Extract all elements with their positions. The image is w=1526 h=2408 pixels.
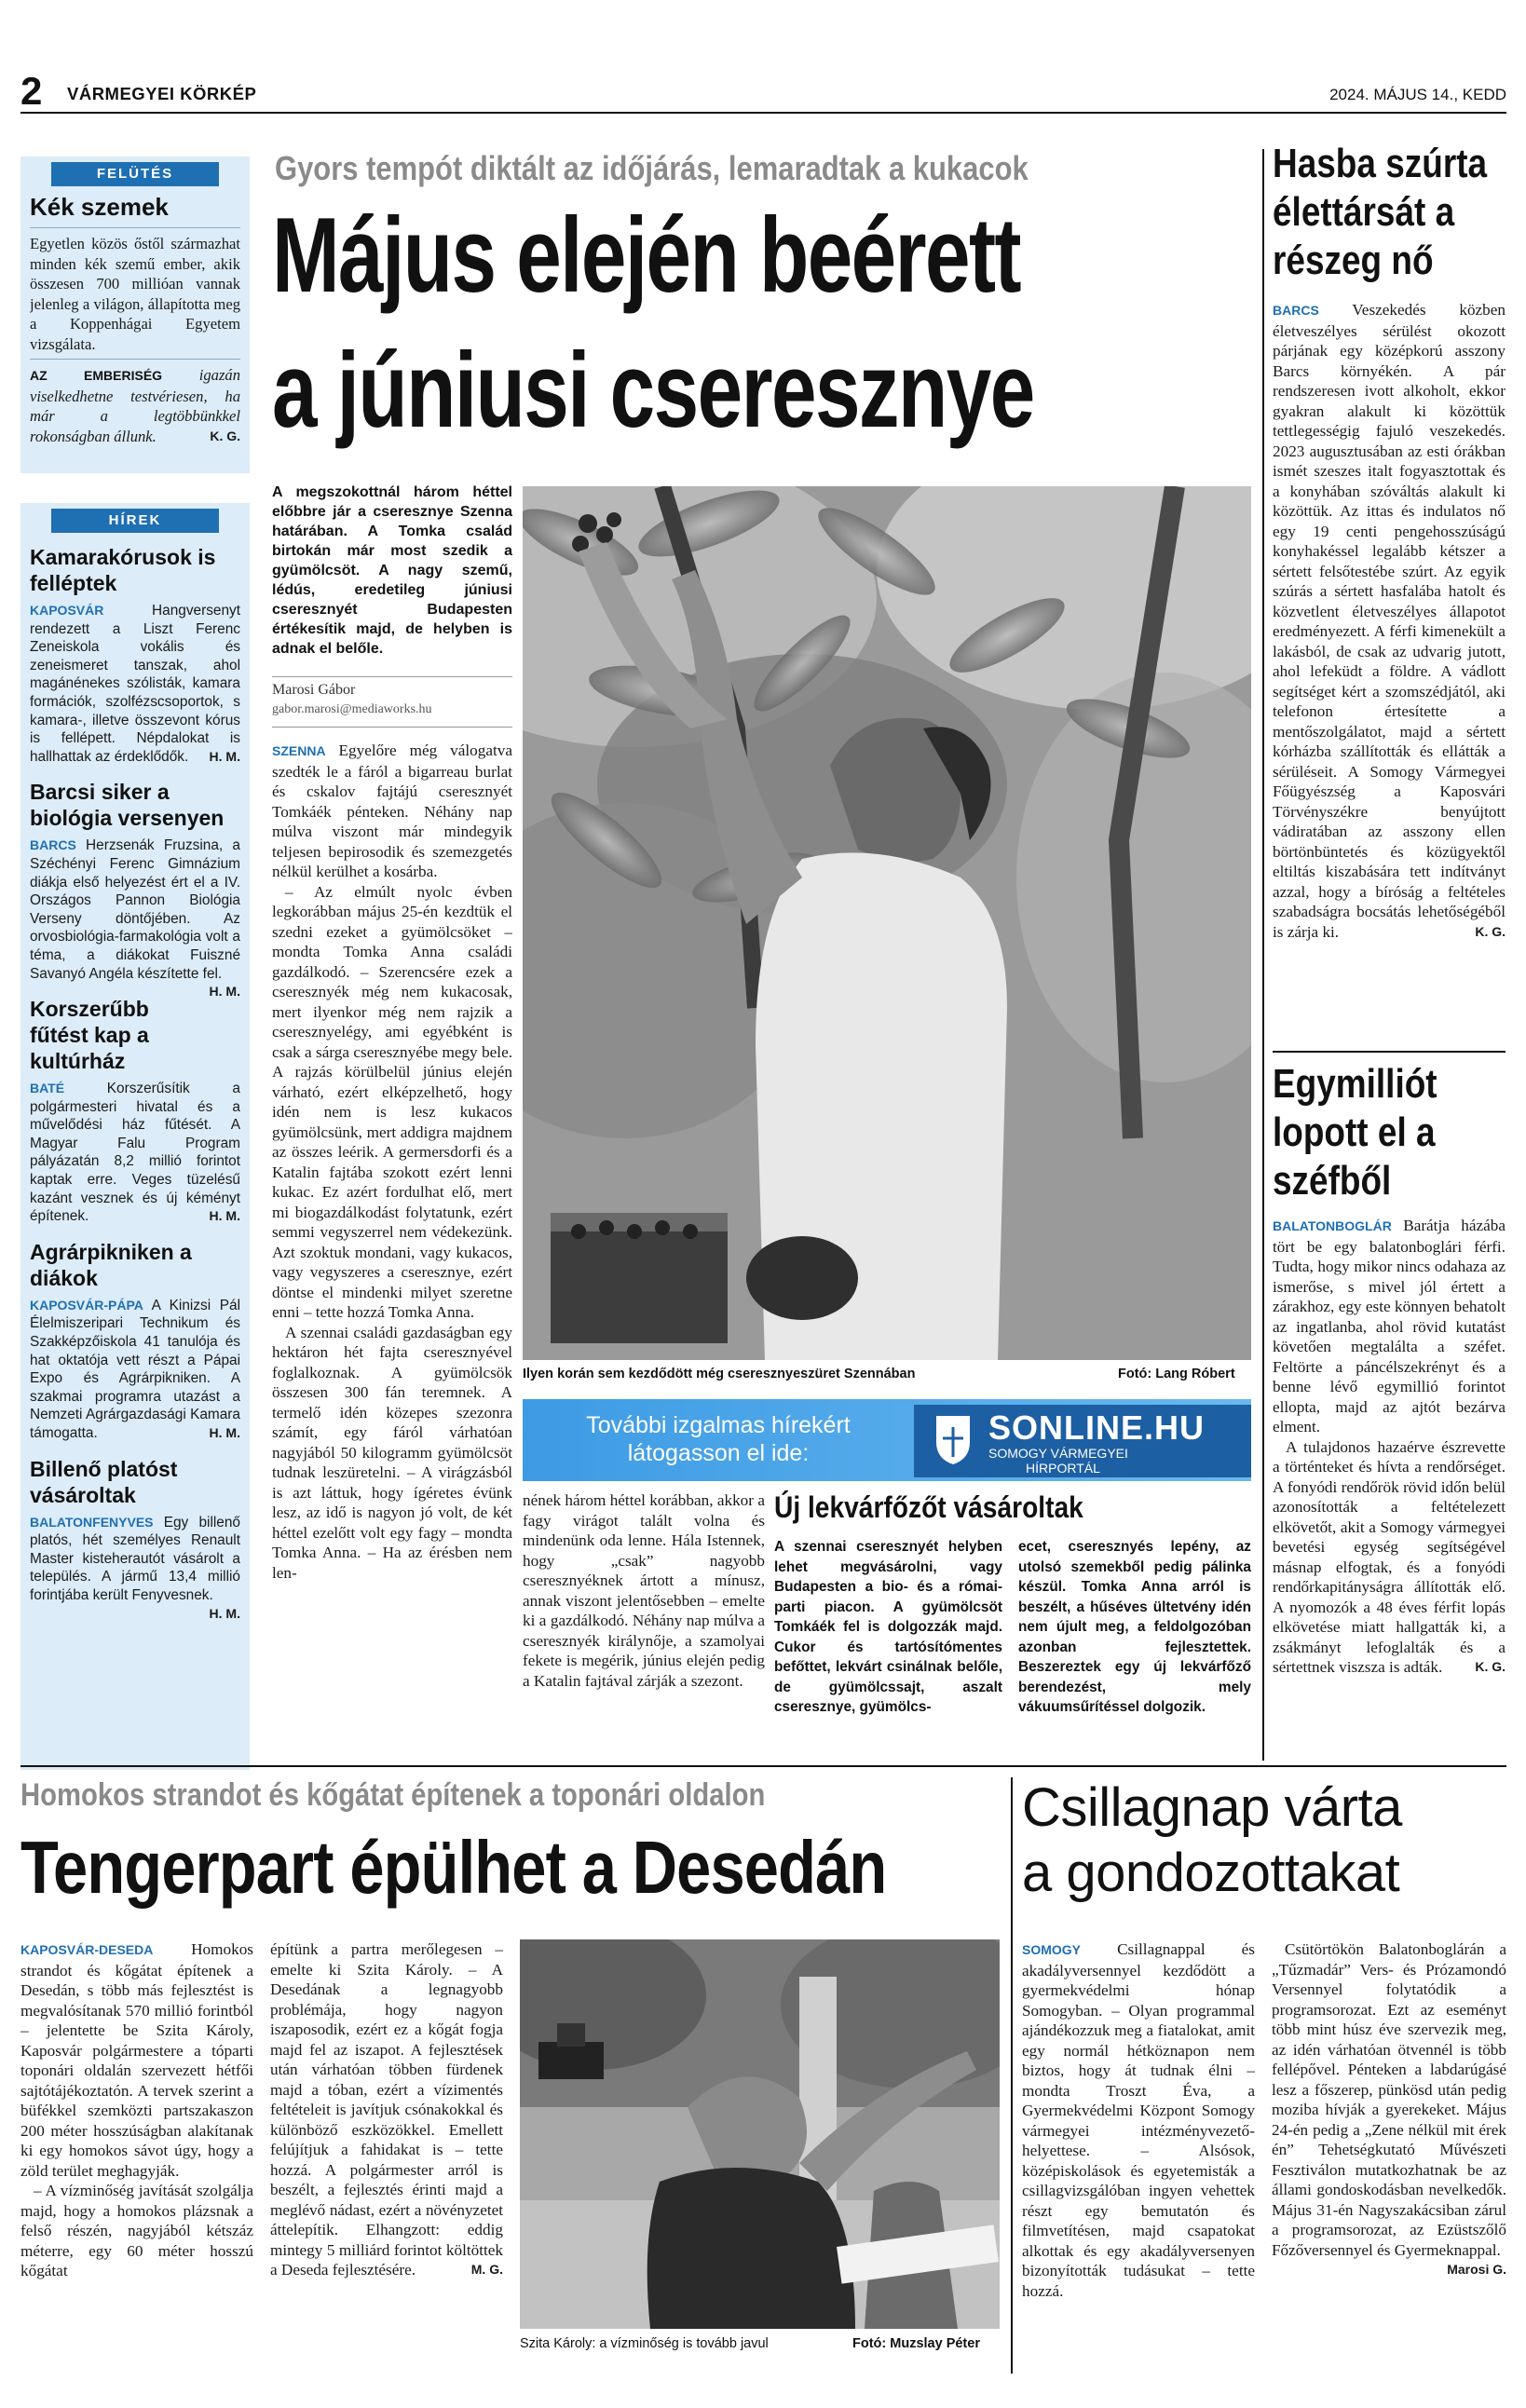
sidebar-felutes [20,156,250,473]
main-photo-caption: Ilyen korán sem kezdődött még cseresznyeszüret Szennában [523,1367,916,1381]
news-item-title: Billenő platóst vásároltak [30,1456,178,1507]
news-item [30,779,240,1000]
cherry-harvest-photo [523,486,1251,1360]
news-item-text: BALATONFENYVES Egy billenő platós, hét személyes Renault Master kisteherautót vásárolt a település. A jármű 13,4 millió forintjába került Fenyvesnek. H. M. [30,1514,240,1621]
main-body-col1: SZENNA Egyelőre még válogatva szedték le a fáról a bigarreau burlat és cskalov fajtájú cseresznyét Tomkáék pénteken. Néhány nap múlva viszont már mindegyik teljesen bepirosodik és szemezgetés nélkül kerülhet a kosárba. – Az elmúlt nyolc évben legkorábban május 25-én kezdtük el szedni ezeket a gyümölcsöket – mondta Tomka Anna családi gazdálkodó. – Szerencsére ezek a cseresznyék még nem kukacosak, mert ilyenkor még nem rajzik a cseresznyelégy, ami egyébként is csak a sárga cseresznyébe megy bele. A rajzás körülbelül június elején várható, ezért elképzelhető, hogy idén nem is lesz kukacos gyümölcsünk, mert addigra majdnem az összes leérik. A germersdorfi és a Katalin fajtába szokott ezért lenni kukac. Ez azért fordulhat elő, mert mi biogazdálkodást folytatunk, ezért semmi vegyszerrel nem védekezünk. Azt szoktuk mondani, vagy kukacos, vagy vegyszeres a cseresznye, ezért döntse el mindenki milyet szeretne enni – tette hozzá Tomka Anna. A szennai családi gazdaságban egy hektáron hét fajta cseresznyével foglalkoznak. A gyümölcsök összesen 300 fán teremnek. A termelő idén közepes szezonra számít, egy fáról várhatóan nagyjából 50 kilogramm gyümölcsöt tudnak leszüretelni. – A virágzásból is azt láttuk, hogy ígéretes évünk lesz, az idő is nagyon jó volt, de két héttel ezelőtt volt egy fagy – mondta Tomka Anna. – Ha az érésben nem len- [272,741,512,1582]
main-photo-credit: Fotó: Lang Róbert [1118,1367,1235,1381]
right-a1-title: Hasba szúrta élettársát a részeg nő [1273,141,1488,283]
felutes-comment: AZ EMBERISÉG igazán viselkedhetne testvériesen, ha már a legtöbbünkkel rokonságban állunk. K. G. [30,366,240,445]
news-item-title: Korszerűbb fűtést kap a kultúrház [30,997,149,1074]
right-a1-text: BARCS Veszekedés közben életveszélyes sérülést okozott párjának egy középkorú asszony Barcs környékén. A pár rendszeresen ivott alkoholt, ekkor gyakran alakult ki közöttük tettlegességig fajuló veszekedés. 2023 augusztusában az esti órákban ismét szeszes italt fogyasztottak és a konyhában szóváltás alakult ki közöttük. Az ittas és indulatos nő egy 19 centi pengehosszúságú konyhakéssel legalább kétszer a sértett felsőtestébe szúrt. Az egyik szúrás a sértett hasfalába hatolt és közvetlent életveszélyes állapotot eredményezett. A férfi kimenekült a lakásból, de csak az udvarig jutott, ahol lefeküdt a földre. A vádlott segítséget kért a szomszédjától, aki telefonon értesítette a mentőszolgálatot, majd a sértett kórházba szállították és ellátták a sérüléseit. A Somogy Vármegyei Főügyészség a Kaposvári Törvényszékre benyújtott vádiratában az asszony ellen börtönbüntetés és közügyektől eltiltás kiszabására tett indítványt azzal, hogy a bíróság a feltételes szabadságra bocsátás lehetőségéből is zárja ki. K. G. [1273,301,1506,941]
main-kicker: Gyors tempót diktált az időjárás, lemaradtak a kukacok [275,149,1029,187]
main-email: gabor.marosi@mediaworks.hu [272,702,432,716]
news-item-title: Kamarakórusok is felléptek [30,545,216,595]
felutes-title: Kék szemek [30,193,169,221]
news-item-title: Barcsi siker a biológia versenyen [30,780,225,831]
page-number: 2 [20,69,43,113]
bottom-col2: építünk a partra merőlegesen – emelte ki Szita Károly. – A Desedának a legnagyobb problémája, hogy nagyon iszaposodik, ezért ez a kőgát fogja majd fel az iszapot. A fejlesztések után várhatóan többen fürdenek majd a tóban, ezért a vízimentés feltételeit is javítjuk csónakokkal és különböző eszközökkel. Emellett felújítjuk a fahidakat is – tette hozzá. A polgármester arról is beszélt, a fejlesztés érinti majd a meglévő nádast, ezért a növényzetet áttelepítik. Elhangzott: eddig mintegy 5 milliárd forintot költöttek a Deseda fejlesztésére. M. G. [270,1940,503,2279]
news-item-text: BARCS Herzsenák Fruzsina, a Széchényi Ferenc Gimnázium diákja első helyezést ért el a IV. Országos Pannon Biológia Verseny döntőjében. Az orvosbiológia-farmakológia volt a téma, a diákokat Fuiszné Savanyó Angéla készítette fel. H. M. [30,837,240,1000]
news-item-text: KAPOSVÁR-PÁPA A Kinizsi Pál Élelmiszeripari Technikum és Szakképzőiskola 41 tanulója és hat oktatója vett részt a Pápai Expo és Agrárpikniken. A szakmai programra utazást a Nemzeti Agrárgazdasági Kamara támogatta. H. M. [30,1297,240,1441]
right-a2-text: BALATONBOGLÁR Barátja házába tört be egy balatonboglári férfi. Tudta, hogy mikor nincs odahaza az ismerőse, s mivel jól értett a zárakhoz, egy este könnyen behatolt az ingatlanba, ahol rövid kutatást követően megtalálta a széfet. Feltörte a páncélszekrényt és a benne lévő egymillió forintot ellopta, majd az ajtót bezárva elment. A tulajdonos hazaérve észrevette a történteket és hívta a rendőrséget. A fonyódi rendőrök rövid időn belül azonosították a feltételezett elkövetőt, akit a Somogy vármegyei bevetési egység segítségével másnap elfogtak, és a fonyódi rendőrkapitányságra állították elő. A nyomozók a 48 éves férfit lopás elkövetése miatt hallgatták ki, a zsákmányt lefoglalták és a sértettnek viszsza is adták. K. G. [1273,1217,1506,1676]
csillagnap-headline-1: Csillagnap várta [1022,1777,1402,1838]
main-headline-line2: a júniusi cseresznye [272,332,1034,450]
hirek-tag: HÍREK [51,509,219,533]
promo-logo-box [914,1405,1251,1477]
promo-text-1: További izgalmas hírekért [586,1412,851,1438]
lekvarfozo-box [774,1490,1251,1756]
bottom-headline: Tengerpart épülhet a Desedán [20,1826,887,1909]
issue-date: 2024. MÁJUS 14., KEDD [1329,86,1506,103]
news-item-title: Agrárpikniken a diákok [30,1239,192,1290]
csillagnap-headline-2: a gondozottakat [1022,1843,1400,1903]
promo-text-2: látogasson el ide: [627,1440,810,1466]
right-a2-title: Egymilliót lopott el a széfből [1273,1061,1437,1204]
bottom-kicker: Homokos strandot és kőgátat építenek a toponári oldalon [20,1777,766,1813]
promo-sub-2: HÍRPORTÁL [1026,1461,1100,1476]
bottom-col1: KAPOSVÁR-DESEDA Homokos strandot és kőgátat építenek a Desedán, s több más fejlesztést is megvalósítanak 570 millió forintból – jelentette be Szita Károly, Kaposvár polgármestere a tóparti toponári oldalán szervezett hétfői sajtótájékoztatón. A tervek szerint a büfékkel szemközti partszakaszon 200 méter hosszúságban alakítanak ki egy homokos sávot úgy, hogy a zöld terület meghagyják. – A vízminőség javítását szolgálja majd, hogy a homokos plázsnak a felső részén, nagyjából kétszáz méterre, egy 60 méter hosszú kőgátat [20,1940,253,2279]
promo-sub-1: SOMOGY VÁRMEGYEI [988,1446,1128,1461]
news-item [30,544,240,766]
box-col2: ecet, cseresznyés lepény, az utolsó szemekből pedig pálinka készül. Tomka Anna arról is beszélt, a hűséves ültetvény idén nem újult meg, a feldolgozóban azonban fejlesztettek. Beszereztek egy új lekvárfőző berendezést, mely vákuumsűrítéssel dolgozik. [1018,1539,1251,1715]
main-body-col2: nének három héttel korábban, akkor a fagy virágot talált volna és mindenünk oda lenne. Hála Istennek, hogy „csak” nagyobb cseresznyéknek ártott a mínusz, annak viszont jelentősebben – emelte ki a gazdálkodó. Néhány nap múlva a cseresznyék királynője, a szamolyai fekete is megérik, június elején pedig a Katalin fajtával zárják a szezont. [523,1491,765,1690]
sidebar-hirek [20,503,250,1770]
news-item-text: BATÉ Korszerűsítik a polgármesteri hivatal és a művelődési ház fűtését. A Magyar Falu Program pályázatán 8,2 millió forintot kaptak erre. Veges tüzelésű kazánt vesznek és új kéményt építenek. H. M. [30,1081,240,1225]
page-header [20,69,1506,114]
sonline-promo-banner[interactable] [523,1399,1251,1481]
csillagnap-col2: Csütörtökön Balatonboglárán a „Tűzmadár” Vers- és Prózamondó Versennyel folytatódik a programsorozat. Ezt az eseményt több mint húsz éve szervezik meg, az idén várhatóan ötvennél is több fellépővel. Pénteken a labdarúgásé lesz a főszerep, pünkösd után pedig moziba hívják a gyerekeket. Május 24-én pedig a „Zene nélkül mit érek én” Tehetségkutató Művészeti Fesztiválon mutatkozhatnak be az állami gondoskodásban nevelkedők. Május 31-én Nagyszakácsiban zárul a programsorozat, az Ezüstszőlő Főzőversennyel és Gyermeknappal. Marosi G. [1272,1940,1506,2277]
news-item-text: KAPOSVÁR Hangversenyt rendezett a Liszt Ferenc Zeneiskola vokális és zeneismeret tanszak, ahol magánénekes szólisták, kamara formációk, szolfézscsoportok, s kamara-, illetve összevont kórus is fellépett. Népdalokat is hallhattak az érdeklődők. H. M. [30,603,240,765]
news-item [30,1239,240,1443]
deseda-press-photo [520,1939,1000,2329]
box-col1: A szennai cseresznyét helyben lehet megvásárolni, vagy Budapesten a bio- és a római-parti piacon. A gyümölcsöt Tomkáék fel is dolgozzák majd. Cukor és tartósítómentes befőttet, lekvárt csinálnak belőle, de gyümölcssajt, aszalt cseresznye, gyümölcs- [774,1539,1002,1715]
box-title: Új lekvárfőzőt vásároltak [774,1490,1083,1524]
news-item [30,996,240,1226]
bottom-photo-credit: Fotó: Muzslay Péter [852,2336,980,2351]
felutes-tag: FELÜTÉS [51,162,219,186]
main-lead: A megszokottnál három héttel előbbre jár a cseresznye Szenna határában. A Tomka család birtokán már most szedik a gyümölcsöt. A nagy szemű, lédús, eredetileg júniusi cseresznyét Budapesten értékesítik majd, de helyben is adnak el belőle. [272,484,512,657]
news-item [30,1456,240,1621]
felutes-text: Egyetlen közös őstől származhat minden kék szemű ember, akik összesen 700 millióan vannak jelenleg a világon, állapította meg a Koppenhágai Egyetem vizsgálata. [30,235,240,353]
bottom-photo-caption: Szita Károly: a vízminőség is tovább javul [520,2336,769,2351]
csillagnap-col1: SOMOGY Csillagnappal és akadályversennyel kezdődött a gyermekvédelmi hónap Somogyban. – Olyan programmal ajándékozzuk meg a fiatalokat, amit egy normál hétköznapon nem biztos, hogy át tudnak élni – mondta Troszt Éva, a Gyermekvédelmi Központ Somogy vármegyei intézményvezető-helyettese. – Alsósok, középiskolások és egyetemisták a csillagvizsgálóban ingyen vehettek részt egy bemutatón és filmvetítésen, majd csapatokat alkottak és egy akadályversenyen bizonyították tudásukat – tette hozzá. [1022,1940,1255,2300]
promo-logo: SONLINE.HU [988,1408,1206,1447]
main-author: Marosi Gábor [272,682,356,698]
shield-icon [934,1414,972,1466]
section-name: VÁRMEGYEI KÖRKÉP [67,84,257,103]
main-headline-line1: Május elején beérett [272,197,1021,315]
